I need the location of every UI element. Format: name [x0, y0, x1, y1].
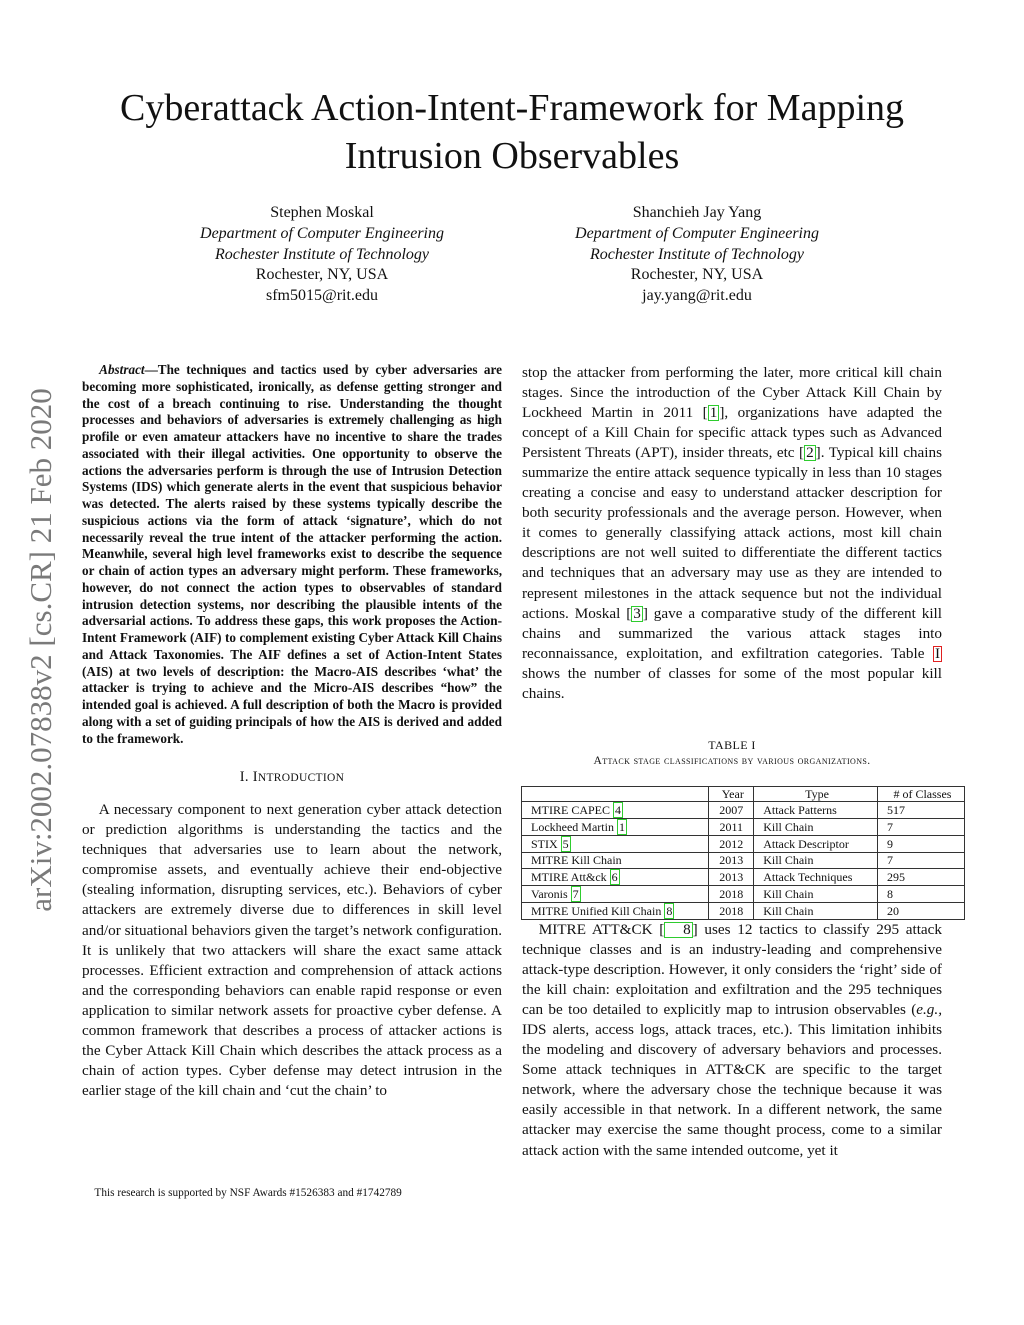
table-caption: Attack stage classifications by various organizations.	[593, 753, 871, 767]
paper-title: Cyberattack Action-Intent-Framework for Mapping Intrusion Observables	[119, 87, 905, 177]
author-block-2	[517, 203, 877, 307]
author-name: Shanchieh Jay Yang	[632, 204, 762, 221]
author-block-1	[142, 203, 502, 307]
author-location: Rochester, NY, USA	[630, 266, 764, 284]
author-department: Department of Computer Engineering	[200, 224, 444, 242]
classes-cell: 7	[877, 853, 964, 869]
classes-cell: 517	[877, 802, 964, 819]
author-institution: Rochester Institute of Technology	[214, 245, 430, 263]
table-header-cell: # of Classes	[877, 786, 964, 802]
year-cell: 2011	[709, 819, 754, 836]
year-cell: 2012	[709, 836, 754, 853]
table-1	[522, 737, 952, 920]
citation-link[interactable]: 8	[664, 922, 692, 938]
organization-cell: Lockheed Martin 1	[522, 819, 709, 836]
table-header-cell	[522, 786, 709, 802]
citation-link[interactable]: 5	[562, 837, 569, 852]
table-row	[522, 885, 965, 902]
abstract	[82, 362, 502, 747]
classes-cell: 295	[877, 868, 964, 885]
body-paragraph: MITRE ATT&CK [ 8 ] uses 12 tactics to classify 295 attack technique classes and is an industry-leading and comprehensive attack-type description. However, it only considers the ‘right’ side of the kill chain: exploitation and exfiltration and the 295 techniques can be too detailed to explicitly map to intrusion observables (e.g., IDS alerts, access logs, attack traces, etc.). This limitation inhibits the modeling and discovery of adversary behaviors and processes. Some attack techniques in ATT&CK are specific to the target network, where the adversary chose the technique because it was easily accessible in that network. In a different network, the same attacker may exercise the same thought process, come to a similar attack action with the same intended outcome, yet it	[522, 920, 943, 1159]
intro-paragraph: A necessary component to next generation cyber attack detection or prediction algorithms is understanding the tactics and the techniques that adversaries use to learn about the network, compromise assets, and eventually achieve their end-objective (stealing information, disrupting services, etc.). Behaviors of cyber attackers are extremely diverse due to differences in skill level and/or situational behaviors given the target’s network configuration. It is unlikely that two attackers will share the exact same attack processes. Efficient extraction and comprehension of attack actions and the corresponding behaviors can enable rapid response or even application to similar network assets for proactive cyber defense. A common framework that describes a process of attacker actions is the Cyber Attack Kill Chain which describes the attack process as a chain of action types. Cyber defense may detect intrusion in the earlier stage of the kill chain and ‘cut the chain’ to	[82, 801, 502, 1099]
table-row	[522, 902, 965, 919]
right-column	[522, 363, 952, 1161]
author-email: sfm5015@rit.edu	[265, 287, 379, 305]
table-row	[522, 802, 965, 819]
organization-cell: MTIRE CAPEC 4	[522, 802, 709, 819]
type-cell: Attack Descriptor	[754, 836, 878, 853]
citation-link[interactable]: 8	[666, 903, 673, 918]
author-location: Rochester, NY, USA	[255, 266, 389, 284]
citation-link[interactable]: 4	[615, 803, 622, 818]
type-cell: Kill Chain	[754, 902, 878, 919]
year-cell: 2018	[709, 885, 754, 902]
organization-cell: STIX 5	[522, 836, 709, 853]
organization-cell: MTIRE Att&ck 6	[522, 868, 709, 885]
table-header-cell: Year	[709, 786, 754, 802]
section-heading-introduction: I. INTRODUCTION	[239, 769, 345, 786]
author-email: jay.yang@rit.edu	[642, 287, 752, 305]
body-paragraph: stop the attacker from performing the later, more critical kill chain stages. Since the introduction of the Cyber Attack Kill Chain by Lockheed Martin in 2011 [ 1 ], organizations have adapted the concept of a Kill Chain for specific attack types such as Advanced Persistent Threats (APT), insider threats, etc [ 2 ]. Typical kill chains summarize the entire attack sequence typically in less than 10 stages creating a concise and easy to understand attacker description for both security professionals and the average person. However, when it comes to generally classifying attack actions, most kill chain descriptions are not well suited to differentiate the different tactics and techniques that an adversary may use as they are intended to represent milestones in the attack sequence but not the individual actions. Moskal [ 3 ] gave a comparative study of the different kill chains and summarized the various attack stages into reconnaissance, exploitation, and exfiltration categories. Table I shows the number of classes for some of the most popular kill chains.	[522, 364, 942, 702]
author-institution: Rochester Institute of Technology	[589, 245, 805, 263]
citation-link[interactable]: 3	[633, 604, 641, 622]
year-cell: 2013	[709, 868, 754, 885]
year-cell: 2007	[709, 802, 754, 819]
abstract-label: Abstract	[99, 362, 145, 377]
classification-table	[521, 786, 965, 920]
citation-link[interactable]: 6	[611, 869, 618, 884]
classes-cell: 9	[877, 836, 964, 853]
arxiv-stamp: arXiv:2002.07838v2 [cs.CR] 21 Feb 2020	[23, 388, 58, 912]
table-header-cell: Type	[754, 786, 878, 802]
author-department: Department of Computer Engineering	[575, 224, 819, 242]
footnote: This research is supported by NSF Awards #1526383 and #1742789	[94, 1187, 402, 1199]
table-row	[522, 868, 965, 885]
classes-cell: 20	[877, 902, 964, 919]
type-cell: Kill Chain	[754, 819, 878, 836]
type-cell: Kill Chain	[754, 853, 878, 869]
year-cell: 2018	[709, 902, 754, 919]
citation-link[interactable]: 2	[806, 444, 814, 462]
table-label: TABLE I	[708, 737, 756, 752]
classes-cell: 8	[877, 885, 964, 902]
citation-link[interactable]: 1	[618, 820, 625, 835]
type-cell: Attack Patterns	[754, 802, 878, 819]
year-cell: 2013	[709, 853, 754, 869]
classes-cell: 7	[877, 819, 964, 836]
organization-cell: Varonis 7	[522, 885, 709, 902]
organization-cell: MITRE Kill Chain	[522, 853, 709, 869]
table-row	[522, 853, 965, 869]
type-cell: Attack Techniques	[754, 868, 878, 885]
type-cell: Kill Chain	[754, 885, 878, 902]
table-header-row	[522, 786, 965, 802]
table-reference-link[interactable]: I	[934, 644, 940, 662]
left-column	[82, 362, 502, 1101]
citation-link[interactable]: 1	[709, 404, 718, 422]
table-row	[522, 836, 965, 853]
abstract-text: —The techniques and tactics used by cyber adversaries are becoming more sophisticated, ironically, as defense getting stronger and the cost of a breach continuing to rise. Understanding the thought processes and behaviors of adversaries is extremely challenging as high profile or even amateur attackers have no incentive to share the trades associated with their illegal activities. One opportunity to observe the actions the adversaries perform is through the use of Intrusion Detection Systems (IDS) which generate alerts in the event that suspicious behavior was detected. The alerts raised by these systems typically describe the suspicious actions via the form of attack ‘signature’, which do not necessarily reveal the true intent of the attacker performing the action. Meanwhile, several high level frameworks exist to describe the sequence or chain of action types an adversary might perform. These frameworks, however, do not connect the action types to observables of standard intrusion detection systems, nor describing the plausible intents of the adversarial actions. To address these gaps, this work proposes the Action-Intent Framework (AIF) to complement existing Cyber Attack Kill Chains and Attack Taxonomies. The AIF defines a set of Action-Intent States (AIS) at two levels of description: the Macro-AIS describes ‘what’ the attacker is trying to achieve and the Micro-AIS describes “how” the intended goal is achieved. A full description of both the Macro is provided along with a set of guiding principals of how the AIS is derived and added to the framework.	[82, 362, 502, 746]
table-row	[522, 819, 965, 836]
organization-cell: MITRE Unified Kill Chain 8	[522, 902, 709, 919]
citation-link[interactable]: 7	[572, 886, 579, 901]
author-name: Stephen Moskal	[270, 204, 374, 221]
